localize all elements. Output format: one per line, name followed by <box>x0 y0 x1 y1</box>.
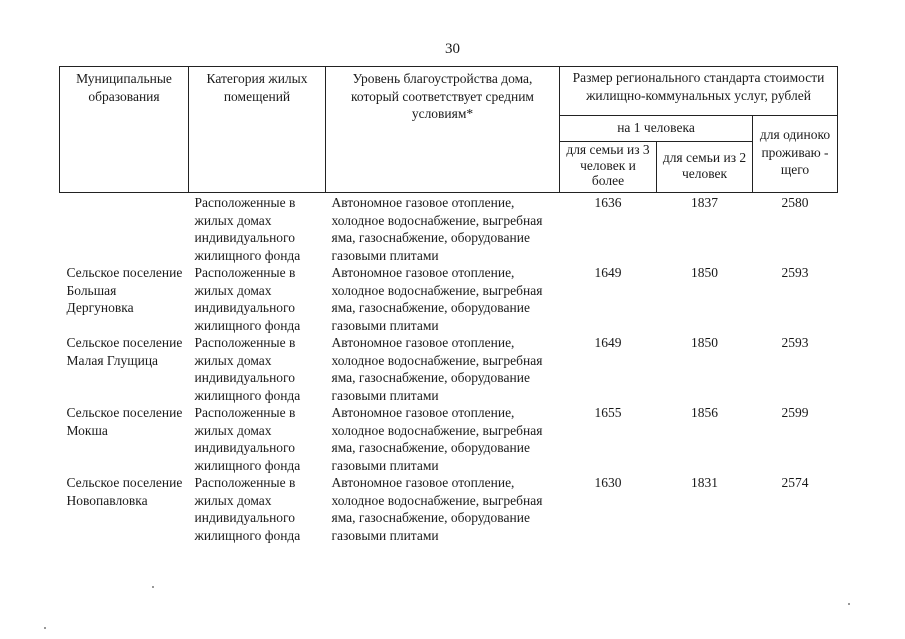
municipality-cell: Сельское поселение Новопавловка <box>66 475 183 508</box>
category-cell: Расположенные в жилых домах индивидуального жилищного фонда <box>194 405 301 473</box>
municipality-cell: Сельское поселение Большая Дергуновка <box>66 265 183 315</box>
comfort-level-cell: Автономное газовое отопление, холодное водоснабжение, выгребная яма, газоснабжение, оборудование газовыми плитами <box>331 265 543 333</box>
header-category: Категория жилых помещений <box>189 67 326 193</box>
family-2-cell: 1837 <box>691 195 718 210</box>
regional-standard-table <box>59 66 838 544</box>
municipality-cell: Сельское поселение Малая Глущица <box>66 335 183 368</box>
header-single: для одиноко проживаю - щего <box>753 116 838 193</box>
family-2-cell: 1850 <box>691 265 718 280</box>
header-family-2: для семьи из 2 человек <box>657 142 753 193</box>
family-3-plus-cell: 1649 <box>594 265 622 280</box>
scan-speck <box>44 627 46 629</box>
category-cell: Расположенные в жилых домах индивидуального жилищного фонда <box>194 475 301 543</box>
category-cell: Расположенные в жилых домах индивидуального жилищного фонда <box>194 335 301 403</box>
family-3-plus-cell: 1649 <box>594 335 622 350</box>
single-cell: 2599 <box>781 405 809 420</box>
single-cell: 2593 <box>781 265 809 280</box>
category-cell: Расположенные в жилых домах индивидуального жилищного фонда <box>194 195 301 263</box>
scan-speck <box>848 603 850 605</box>
table-row <box>60 264 838 334</box>
municipality-cell: Сельское поселение Мокша <box>66 405 183 438</box>
scan-speck <box>152 586 154 588</box>
table-row <box>60 193 838 265</box>
page-number: 30 <box>445 41 460 57</box>
header-comfort-level: Уровень благоустройства дома, который соответствует средним условиям* <box>326 67 560 193</box>
table-row <box>60 474 838 544</box>
family-2-cell: 1856 <box>691 405 718 420</box>
family-2-cell: 1831 <box>691 475 718 490</box>
header-per-person: на 1 человека <box>560 116 753 142</box>
family-2-cell: 1850 <box>691 335 718 350</box>
single-cell: 2593 <box>781 335 809 350</box>
single-cell: 2574 <box>781 475 809 490</box>
comfort-level-cell: Автономное газовое отопление, холодное водоснабжение, выгребная яма, газоснабжение, оборудование газовыми плитами <box>331 475 543 543</box>
table-row <box>60 334 838 404</box>
family-3-plus-cell: 1655 <box>594 405 622 420</box>
single-cell: 2580 <box>781 195 809 210</box>
municipality-cell <box>60 193 189 265</box>
category-cell: Расположенные в жилых домах индивидуального жилищного фонда <box>194 265 301 333</box>
family-3-plus-cell: 1636 <box>594 195 622 210</box>
table-row <box>60 404 838 474</box>
header-municipality: Муниципальные образования <box>60 67 189 193</box>
header-family-3-plus: для семьи из 3 человек и более <box>560 142 657 193</box>
family-3-plus-cell: 1630 <box>594 475 622 490</box>
comfort-level-cell: Автономное газовое отопление, холодное водоснабжение, выгребная яма, газоснабжение, оборудование газовыми плитами <box>331 335 543 403</box>
comfort-level-cell: Автономное газовое отопление, холодное водоснабжение, выгребная яма, газоснабжение, оборудование газовыми плитами <box>331 405 543 473</box>
comfort-level-cell: Автономное газовое отопление, холодное водоснабжение, выгребная яма, газоснабжение, оборудование газовыми плитами <box>331 195 543 263</box>
header-standard-size: Размер регионального стандарта стоимости жилищно-коммунальных услуг, рублей <box>560 67 838 116</box>
